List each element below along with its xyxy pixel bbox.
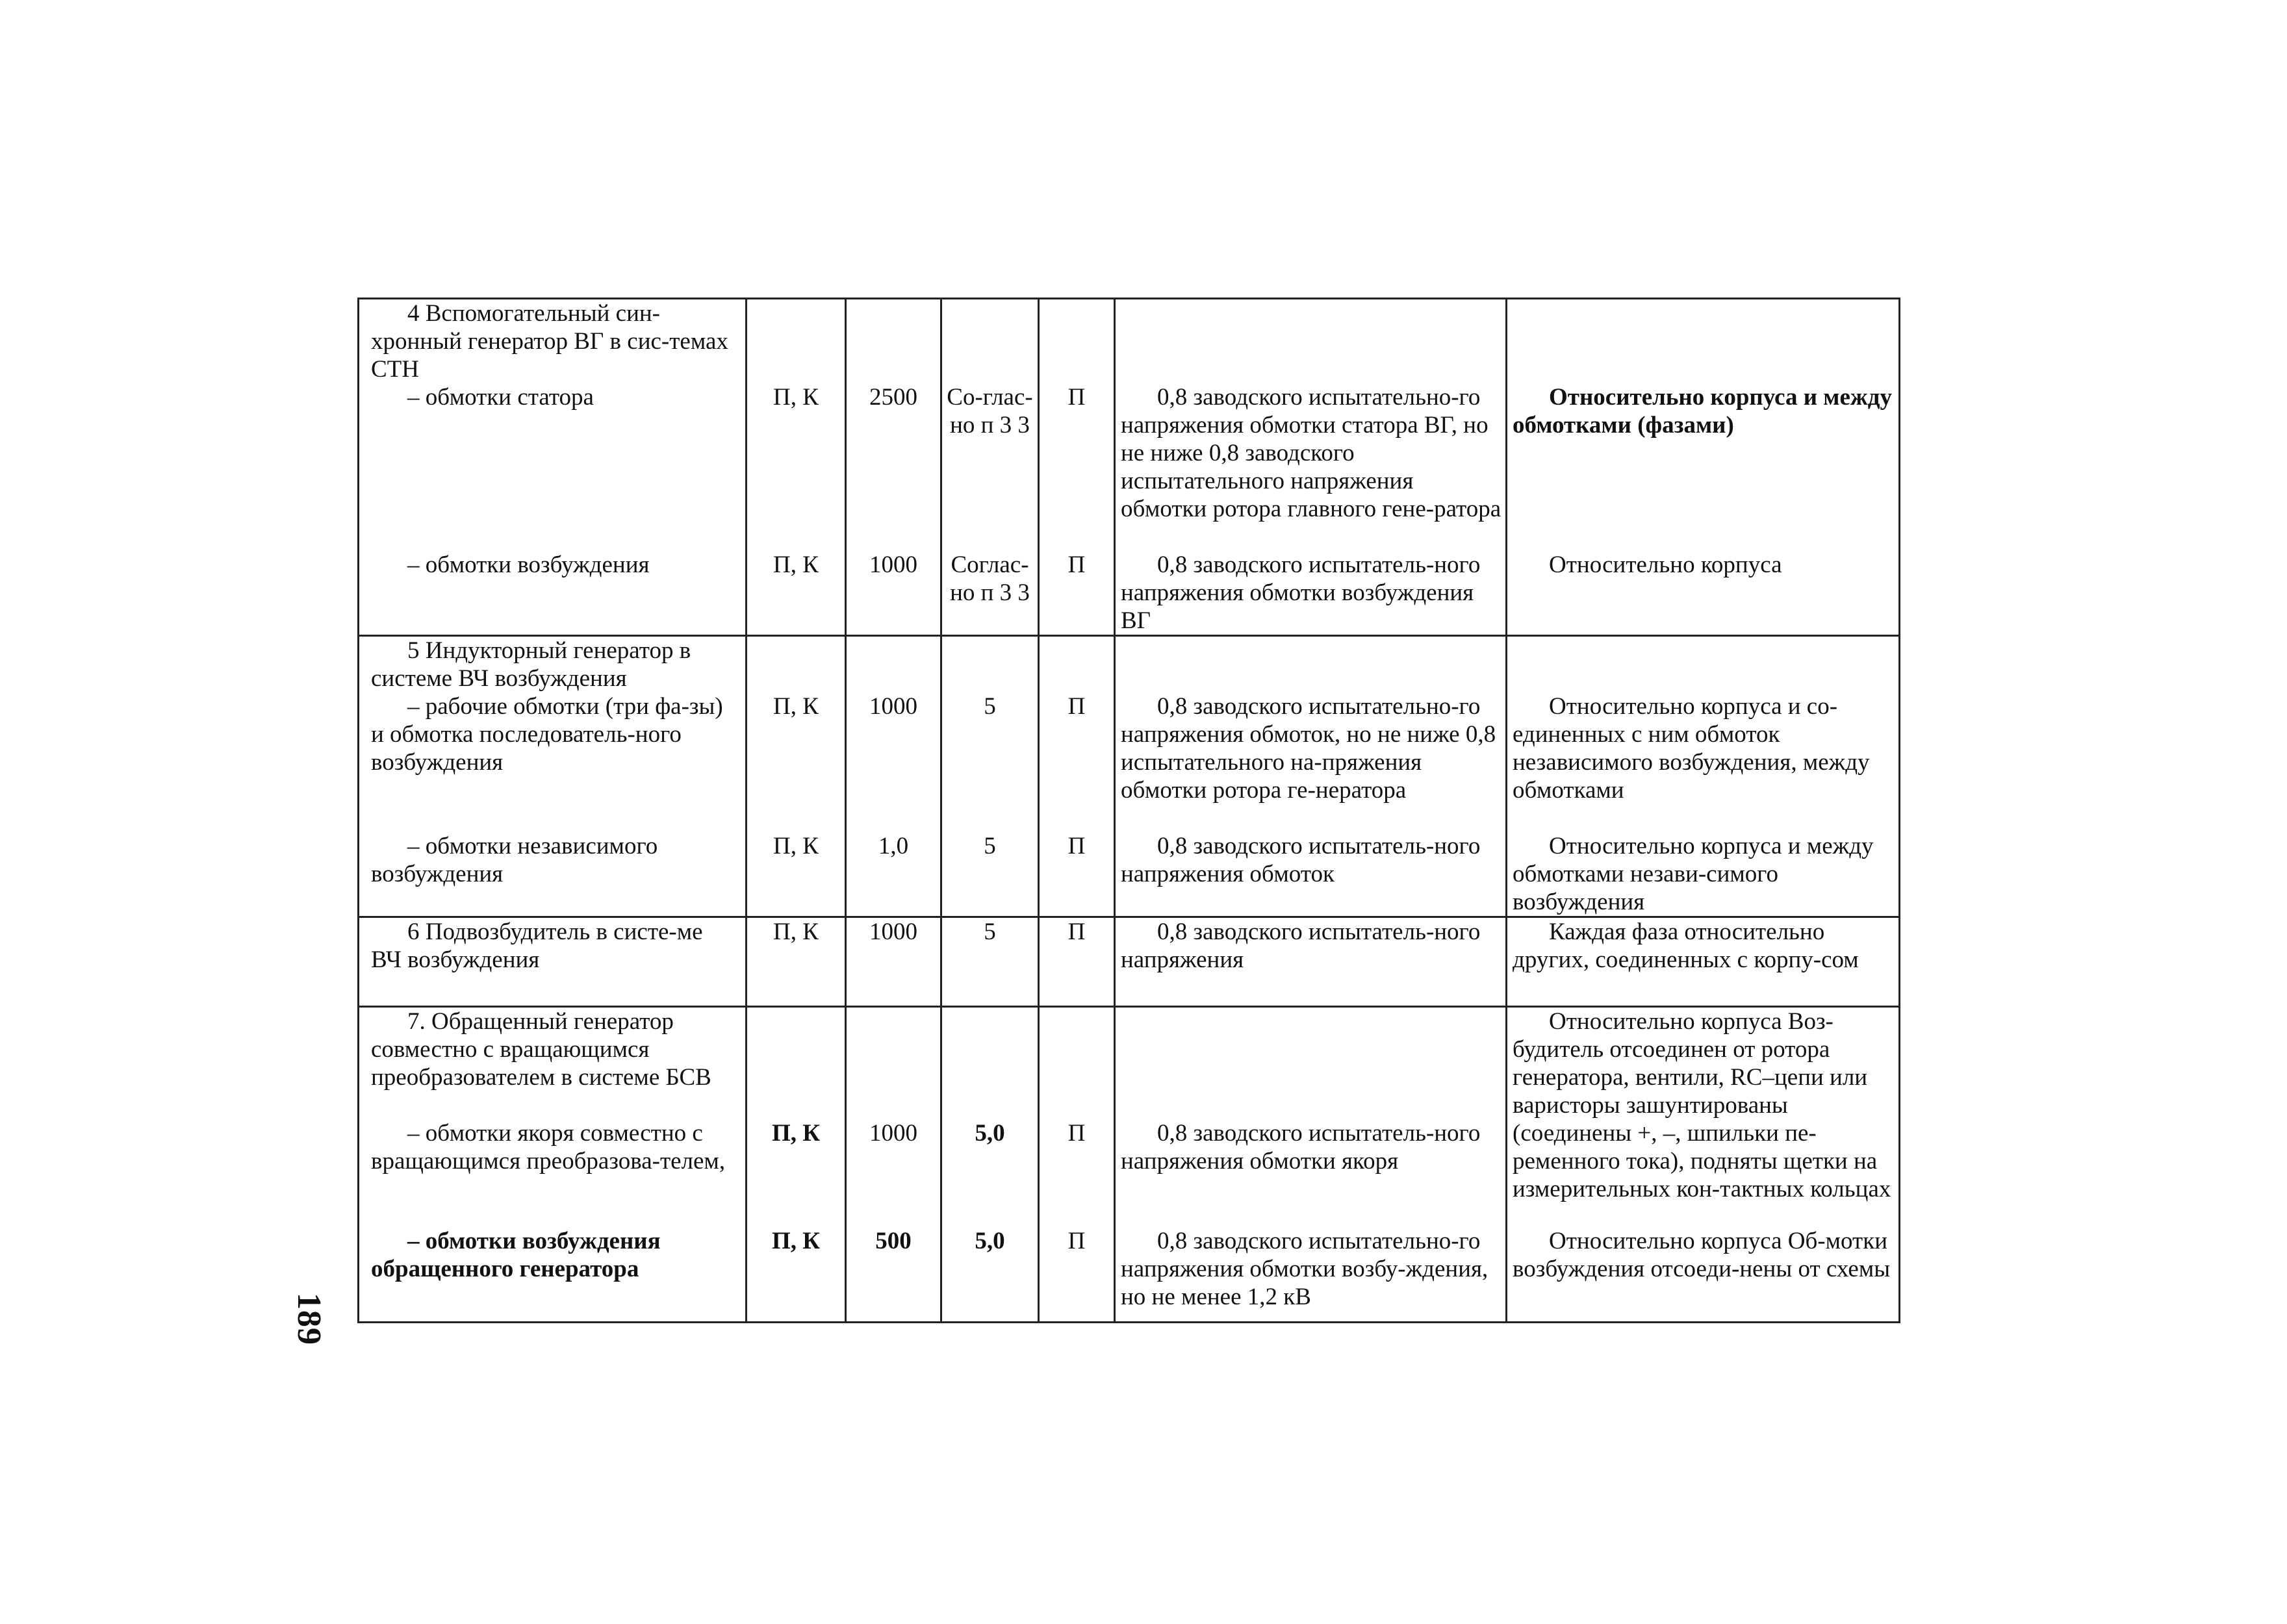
note-cell (1507, 832, 1900, 917)
item-name: – обмотки статора (407, 384, 594, 411)
item-name-cell (359, 1119, 747, 1227)
voltage-cell: 1000 (846, 692, 941, 832)
minimum-cell: 5 (941, 917, 1039, 1007)
code-cell: П (1039, 692, 1115, 832)
code-cell: П (1039, 832, 1115, 917)
note-text: Относительно корпуса и между обмотками (фазами) (1513, 384, 1892, 438)
page-number: 189 (290, 1293, 327, 1345)
note-cell (1507, 383, 1900, 551)
norm-cell (1115, 917, 1507, 1007)
code-cell: П (1039, 383, 1115, 551)
item-name: – рабочие обмотки (три фа-зы) и обмотка последователь-ного возбуждения (371, 693, 723, 776)
item-name-cell (359, 692, 747, 832)
note-cell (1507, 1227, 1900, 1323)
minimum-cell: 5 (941, 692, 1039, 832)
item-name: – обмотки независимого возбуждения (371, 833, 658, 887)
table-row (359, 636, 1900, 693)
norm-cell (1115, 1227, 1507, 1323)
mode-cell: П, К (747, 692, 846, 832)
minimum-cell: Со-глас-но п 3 3 (941, 383, 1039, 551)
norm-cell (1115, 832, 1507, 917)
note-cell (1507, 917, 1900, 1007)
row-title-cell (359, 636, 747, 693)
norm-text: 0,8 заводского испытатель-ного напряжения обмотки возбуждения ВГ (1121, 552, 1481, 634)
table-row (359, 383, 1900, 551)
row-title: 6 Подвозбудитель в систе-ме ВЧ возбуждения (371, 919, 703, 973)
norm-text: 0,8 заводского испытательно-го напряжения обмотки статора ВГ, но не ниже 0,8 заводского испытательного напряжения обмотки ротора главного гене-ратора (1121, 384, 1501, 522)
norm-cell (1115, 551, 1507, 636)
table-row (359, 917, 1900, 1007)
norm-cell (1115, 383, 1507, 551)
minimum-cell: 5,0 (941, 1119, 1039, 1227)
row-title-cell (359, 917, 747, 1007)
norm-text: 0,8 заводского испытательно-го напряжения обмоток, но не ниже 0,8 испытательного на-пряжения обмотки ротора ге-нератора (1121, 693, 1496, 804)
norm-text: 0,8 заводского испытатель-ного напряжения (1121, 919, 1481, 973)
note-text: Относительно корпуса и со-единенных с ним обмоток независимого возбуждения, между обмотками (1513, 693, 1870, 804)
table-row (359, 832, 1900, 917)
note-text: Относительно корпуса (1549, 552, 1782, 578)
minimum-cell: Соглас-но п 3 3 (941, 551, 1039, 636)
minimum-cell: 5,0 (941, 1227, 1039, 1323)
table-row (359, 1007, 1900, 1120)
item-name-cell (359, 551, 747, 636)
row-title: 4 Вспомогательный син-хронный генератор ВГ в сис-темах СТН (371, 300, 728, 383)
norm-cell (1115, 1119, 1507, 1227)
code-cell: П (1039, 551, 1115, 636)
minimum-cell: 5 (941, 832, 1039, 917)
item-name-cell (359, 1227, 747, 1323)
mode-cell: П, К (747, 832, 846, 917)
row-title: 7. Обращенный генератор совместно с вращающимся преобразователем в системе БСВ (371, 1008, 711, 1091)
row-title-cell (359, 1007, 747, 1120)
voltage-cell: 1000 (846, 917, 941, 1007)
table-row (359, 299, 1900, 384)
item-name: – обмотки возбуждения обращенного генератора (371, 1228, 661, 1282)
mode-cell: П, К (747, 917, 846, 1007)
code-cell: П (1039, 1119, 1115, 1227)
item-name-cell (359, 832, 747, 917)
norm-cell (1115, 692, 1507, 832)
table-row (359, 692, 1900, 832)
note-cell (1507, 692, 1900, 832)
row-title-cell (359, 299, 747, 384)
item-name-cell (359, 383, 747, 551)
note-text: Каждая фаза относительно других, соединенных с корпу-сом (1513, 919, 1859, 973)
voltage-cell: 1000 (846, 551, 941, 636)
mode-cell: П, К (747, 383, 846, 551)
voltage-cell: 1,0 (846, 832, 941, 917)
mode-cell: П, К (747, 1227, 846, 1323)
code-cell: П (1039, 1227, 1115, 1323)
voltage-cell: 1000 (846, 1119, 941, 1227)
table-row (359, 551, 1900, 636)
voltage-cell: 500 (846, 1227, 941, 1323)
norm-text: 0,8 заводского испытатель-ного напряжения обмоток (1121, 833, 1481, 887)
norm-text: 0,8 заводского испытательно-го напряжения обмотки возбу-ждения, но не менее 1,2 кВ (1121, 1228, 1488, 1310)
note-cell (1507, 1007, 1900, 1228)
note-text: Относительно корпуса и между обмотками незави-симого возбуждения (1513, 833, 1874, 915)
mode-cell: П, К (747, 551, 846, 636)
table-row (359, 1227, 1900, 1323)
specification-table (357, 298, 1900, 1323)
item-name: – обмотки якоря совместно с вращающимся преобразова-телем, (371, 1120, 726, 1174)
note-text: Относительно корпуса Об-мотки возбуждения отсоеди-нены от схемы (1513, 1228, 1891, 1282)
norm-text: 0,8 заводского испытатель-ного напряжения обмотки якоря (1121, 1120, 1481, 1174)
code-cell: П (1039, 917, 1115, 1007)
note-cell (1507, 551, 1900, 636)
voltage-cell: 2500 (846, 383, 941, 551)
mode-cell: П, К (747, 1119, 846, 1227)
item-name: – обмотки возбуждения (407, 552, 650, 578)
note-text: Относительно корпуса Воз-будитель отсоединен от ротора генератора, вентили, RC–цепи или варисторы зашунтированы (соединены +, –, шпильки пе-ременного тока), подняты щетки на измерительных кон-тактных кольцах (1513, 1008, 1891, 1202)
row-title: 5 Индукторный генератор в системе ВЧ возбуждения (371, 637, 691, 692)
